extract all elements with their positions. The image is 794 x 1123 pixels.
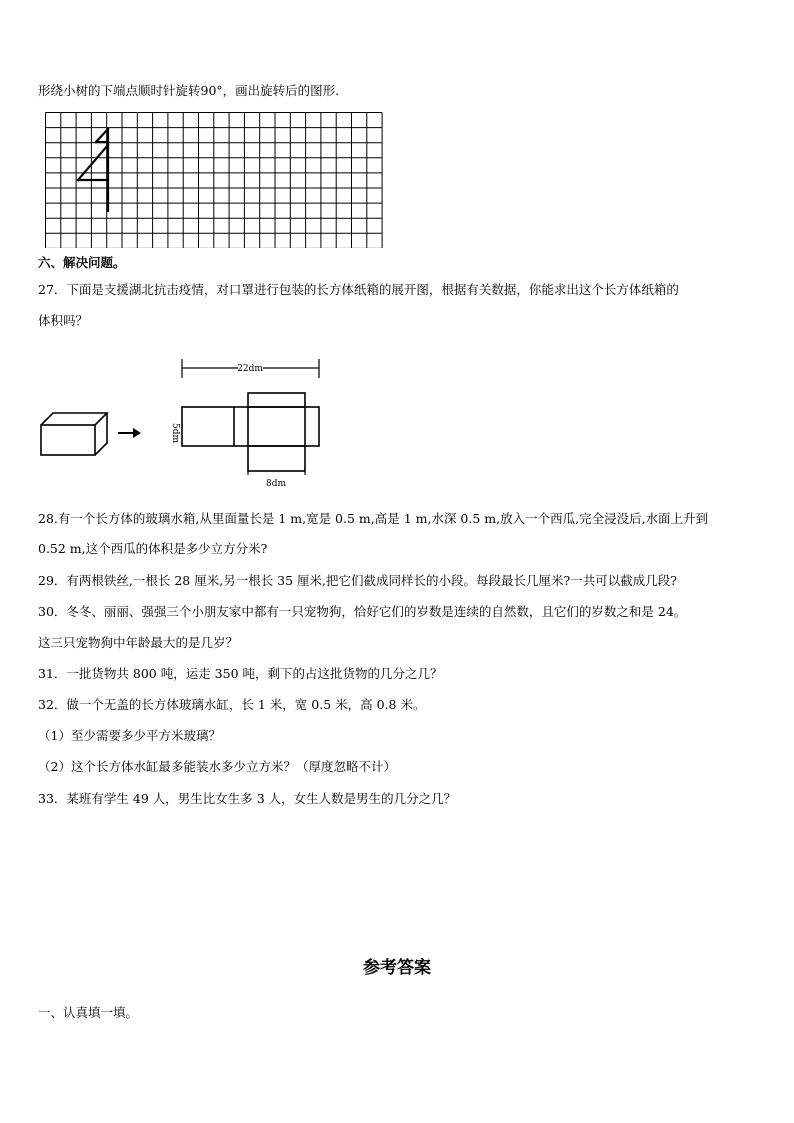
question-30-line1: 30．冬冬、丽丽、强强三个小朋友家中都有一只宠物狗，恰好它们的岁数是连续的自然数，且它们的岁数之和是 24。 [38,604,687,619]
answer-key-title: 参考答案 [363,958,431,978]
question-28-line2: 0.52 m,这个西瓜的体积是多少立方分米? [38,541,268,556]
question-32-line1: 32．做一个无盖的长方体玻璃水缸，长 1 米，宽 0.5 米，高 0.8 米。 [38,697,426,712]
tree-shape [78,129,108,211]
rotation-instruction: 形绕小树的下端点顺时针旋转90°，画出旋转后的图形. [38,83,340,98]
question-31: 31．一批货物共 800 吨，运走 350 吨，剩下的占这批货物的几分之几？ [38,666,443,681]
question-28-line1: 28.有一个长方体的玻璃水箱,从里面量长是 1 m,宽是 0.5 m,高是 1 m,水深 0.5 m,放入一个西瓜,完全浸没后,水面上升到 [38,511,709,526]
label-22dm: 22dm [237,364,263,374]
arrow-icon [118,428,141,438]
question-33: 33．某班有学生 49 人，男生比女生多 3 人，女生人数是男生的几分之几？ [38,791,457,806]
question-27-line1: 27．下面是支援湖北抗击疫情，对口罩进行包装的长方体纸箱的展开图，根据有关数据，你能求出这个长方体纸箱的 [38,282,679,297]
cuboid-drawing [41,413,107,455]
section-6-heading: 六、解决问题。 [38,255,126,270]
label-5dm: 5dm [170,422,180,444]
unfolded-net [182,393,319,471]
section-1-heading: 一、认真填一填。 [38,1005,139,1020]
rotation-grid-figure [45,112,385,248]
box-net-figure [38,350,338,495]
question-32-sub2: （2）这个长方体水缸最多能装水多少立方米？（厚度忽略不计） [38,759,396,774]
label-8dm: 8dm [265,479,287,489]
question-30-line2: 这三只宠物狗中年龄最大的是几岁？ [38,635,239,650]
question-29: 29．有两根铁丝,一根长 28 厘米,另一根长 35 厘米,把它们截成同样长的小段。每段最长几厘米?一共可以截成几段? [38,573,677,588]
question-27-line2: 体积吗？ [38,313,89,328]
question-32-sub1: （1）至少需要多少平方米玻璃？ [38,728,221,743]
